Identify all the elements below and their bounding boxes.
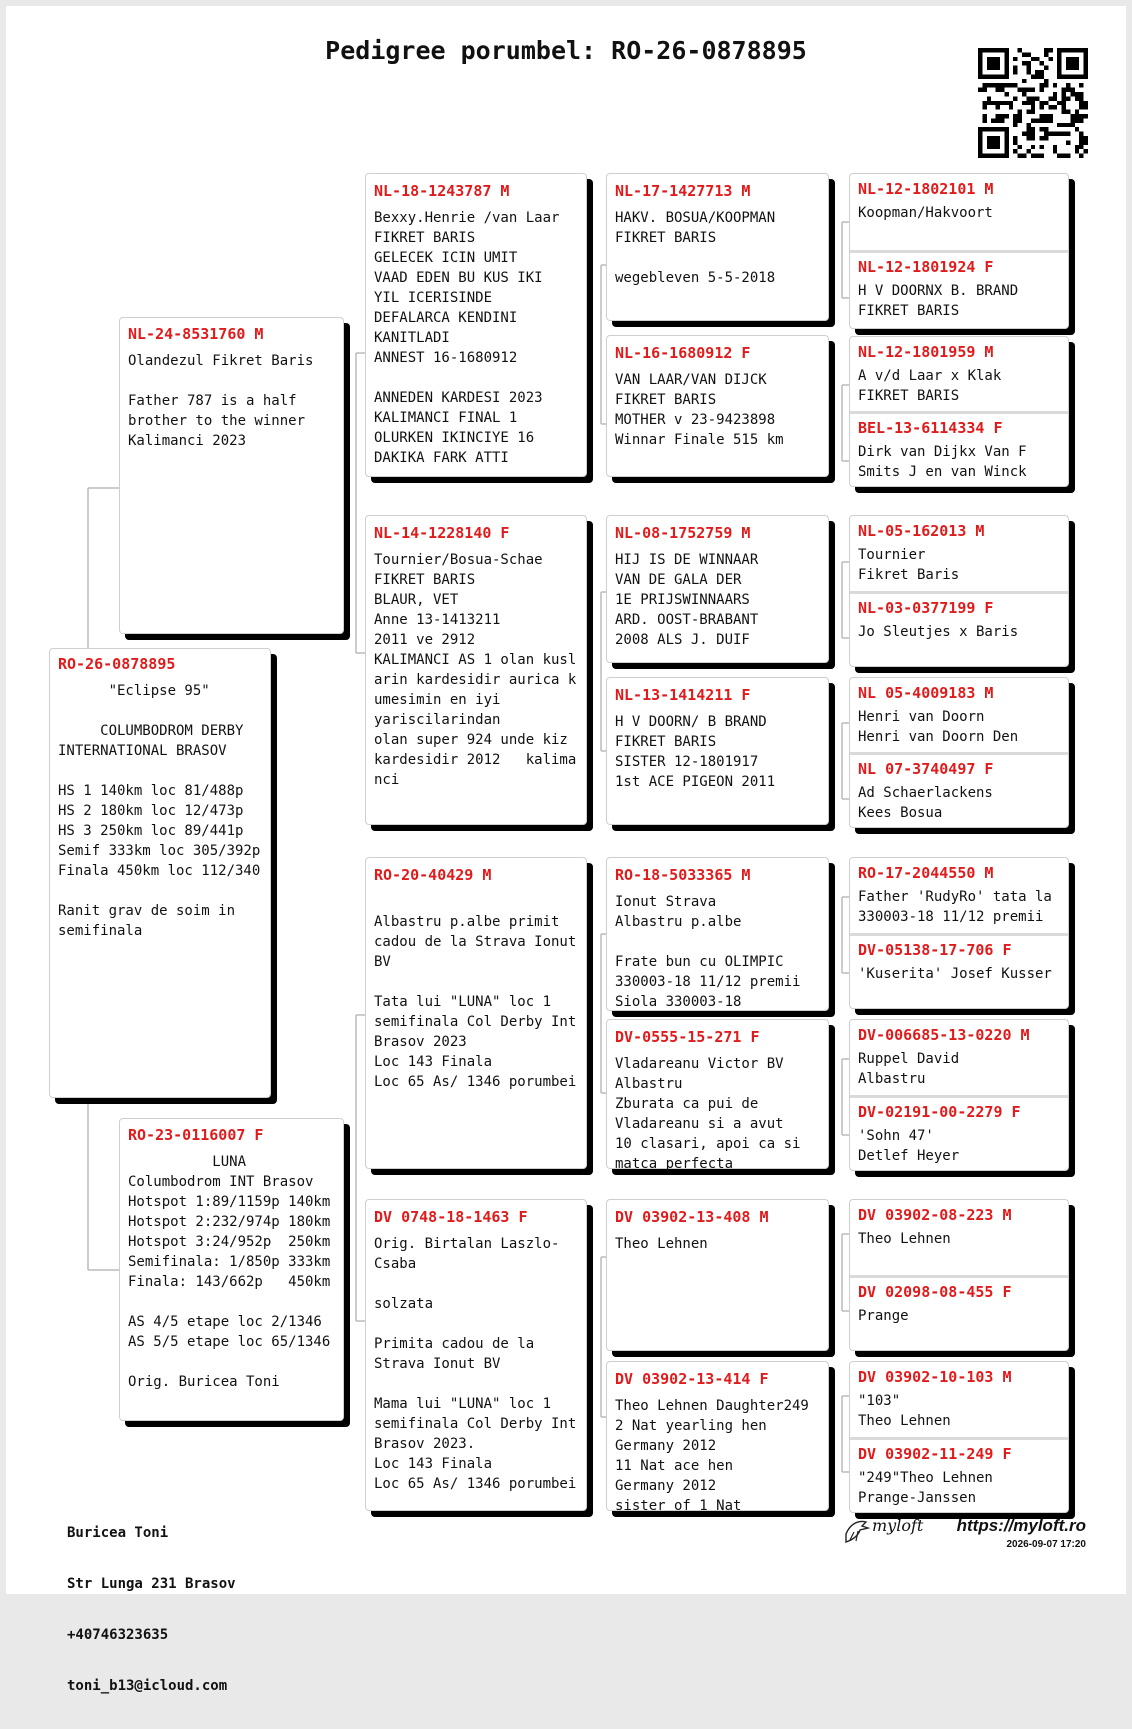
- great-grandparent-card[interactable]: [606, 335, 829, 477]
- gg-grandparents-pair-card[interactable]: [849, 1361, 1069, 1513]
- great-grandparent-notes: Vladareanu Victor BV Albastru Zburata ca pui de Vladareanu si a avut 10 clasari, apoi ca si matca perfecta: [615, 1056, 801, 1172]
- great-grandparent-ring: NL-16-1680912 F: [615, 344, 751, 362]
- great-grandparent-notes: Theo Lehnen: [615, 1236, 708, 1252]
- great-grandparent-ring: RO-18-5033365 M: [615, 866, 751, 884]
- father-notes: Olandezul Fikret Baris Father 787 is a half brother to the winner Kalimanci 2023: [128, 353, 314, 449]
- great-grandparent-ring: NL-08-1752759 M: [615, 524, 751, 542]
- ancestor-entry[interactable]: [850, 1020, 1068, 1095]
- subject-ring: RO-26-0878895: [58, 655, 176, 673]
- grandparent-ring: DV 0748-18-1463 F: [374, 1208, 528, 1226]
- ancestor-entry[interactable]: [850, 174, 1068, 250]
- gg-grandparents-pair-card[interactable]: [849, 173, 1069, 329]
- grandparent-card[interactable]: [365, 173, 587, 477]
- ancestor-entry[interactable]: [850, 678, 1068, 752]
- great-grandparent-ring: DV 03902-13-414 F: [615, 1370, 769, 1388]
- gg-grandparents-pair-card[interactable]: [849, 677, 1069, 828]
- ancestor-entry[interactable]: [850, 858, 1068, 933]
- great-grandparent-card[interactable]: [606, 1199, 829, 1351]
- ancestor-entry[interactable]: [850, 933, 1068, 1010]
- ancestor-ring: DV 03902-10-103 M: [858, 1368, 1012, 1386]
- subject-card[interactable]: [49, 648, 271, 1098]
- grandparent-ring: RO-20-40429 M: [374, 866, 492, 884]
- ancestor-notes: Jo Sleutjes x Baris: [858, 624, 1019, 640]
- ancestor-notes: Prange: [858, 1308, 909, 1324]
- ancestor-ring: DV 03902-11-249 F: [858, 1445, 1012, 1463]
- gg-grandparents-pair-card[interactable]: [849, 336, 1069, 487]
- father-ring: NL-24-8531760 M: [128, 325, 264, 343]
- grandparent-card[interactable]: [365, 1199, 587, 1511]
- website-link[interactable]: https://myloft.ro: [956, 1516, 1086, 1535]
- great-grandparent-notes: HIJ IS DE WINNAAR VAN DE GALA DER 1E PRIJSWINNAARS ARD. OOST-BRABANT 2008 ALS J. DUIF: [615, 552, 759, 648]
- mother-notes: LUNA Columbodrom INT Brasov Hotspot 1:89/1159p 140km Hotspot 2:232/974p 180km Hotspot 3:24/952p 250km Semifinala: 1/850p 333km Finala: 143/662p 450km AS 4/5 etape loc 2/1346 AS 5/5 etape loc 65/1346 Orig. Buricea Toni: [128, 1154, 331, 1390]
- gg-grandparents-pair-card[interactable]: [849, 1199, 1069, 1351]
- ancestor-ring: BEL-13-6114334 F: [858, 419, 1003, 437]
- ancestor-entry[interactable]: [850, 1437, 1068, 1514]
- great-grandparent-notes: Theo Lehnen Daughter249 2 Nat yearling hen Germany 2012 11 Nat ace hen Germany 2012 sister of 1 Nat: [615, 1398, 809, 1514]
- ancestor-entry[interactable]: [850, 1200, 1068, 1275]
- great-grandparent-notes: Ionut Strava Albastru p.albe Frate bun cu OLIMPIC 330003-18 11/12 premii Siola 330003-18: [615, 894, 801, 1010]
- pedigree-page: [6, 6, 1126, 1694]
- ancestor-entry[interactable]: [850, 250, 1068, 330]
- ancestor-ring: NL-12-1801959 M: [858, 343, 994, 361]
- ancestor-ring: DV-006685-13-0220 M: [858, 1026, 1030, 1044]
- ancestor-ring: NL-05-162013 M: [858, 522, 985, 540]
- ancestor-entry[interactable]: [850, 337, 1068, 411]
- ancestor-notes: Theo Lehnen: [858, 1231, 951, 1247]
- ancestor-entry[interactable]: [850, 591, 1068, 668]
- great-grandparent-notes: H V DOORN/ B BRAND FIKRET BARIS SISTER 12-1801917 1st ACE PIGEON 2011: [615, 714, 776, 790]
- ancestor-notes: Ad Schaerlackens Kees Bosua: [858, 785, 993, 821]
- mother-ring: RO-23-0116007 F: [128, 1126, 264, 1144]
- grandparent-notes: Bexxy.Henrie /van Laar FIKRET BARIS GELECEK ICIN UMIT VAAD EDEN BU KUS IKI YIL ICERISINDE DEFALARCA KENDINI KANITLADI ANNEST 16-1680912 ANNEDEN KARDESI 2023 KALIMANCI FINAL 1 OLURKEN IKINCIYE 16 DAKIKA FARK ATTI: [374, 210, 560, 466]
- ancestor-notes: H V DOORNX B. BRAND FIKRET BARIS: [858, 283, 1019, 319]
- great-grandparent-card[interactable]: [606, 1019, 829, 1172]
- ancestor-ring: NL 05-4009183 M: [858, 684, 994, 702]
- ancestor-ring: DV-02191-00-2279 F: [858, 1103, 1021, 1121]
- ancestor-entry[interactable]: [850, 752, 1068, 829]
- ancestor-entry[interactable]: [850, 1275, 1068, 1352]
- ancestor-notes: "103" Theo Lehnen: [858, 1393, 951, 1429]
- ancestor-ring: NL-12-1802101 M: [858, 180, 994, 198]
- owner-phone: +40746323635: [67, 1627, 169, 1643]
- ancestor-ring: NL-12-1801924 F: [858, 258, 994, 276]
- ancestor-ring: DV 03902-08-223 M: [858, 1206, 1012, 1224]
- ancestor-ring: DV 02098-08-455 F: [858, 1283, 1012, 1301]
- ancestor-notes: Henri van Doorn Henri van Doorn Den: [858, 709, 1019, 745]
- grandparent-card[interactable]: [365, 857, 587, 1169]
- ancestor-notes: Tournier Fikret Baris: [858, 547, 960, 583]
- great-grandparent-ring: DV 03902-13-408 M: [615, 1208, 769, 1226]
- owner-address: Str Lunga 231 Brasov: [67, 1576, 236, 1592]
- great-grandparent-ring: NL-17-1427713 M: [615, 182, 751, 200]
- great-grandparent-card[interactable]: [606, 857, 829, 1011]
- great-grandparent-card[interactable]: [606, 173, 829, 321]
- grandparent-ring: NL-18-1243787 M: [374, 182, 510, 200]
- great-grandparent-card[interactable]: [606, 677, 829, 825]
- generated-datetime: 2026-09-07 17:20: [1006, 1539, 1086, 1550]
- ancestor-ring: DV-05138-17-706 F: [858, 941, 1012, 959]
- ancestor-notes: Ruppel David Albastru: [858, 1051, 960, 1087]
- page-title: Pedigree porumbel: RO-26-0878895: [325, 36, 807, 65]
- father-card[interactable]: [119, 317, 344, 634]
- owner-contact: [67, 1491, 236, 1729]
- grandparent-notes: Tournier/Bosua-Schae FIKRET BARIS BLAUR, VET Anne 13-1413211 2011 ve 2912 KALIMANCI AS 1 olan kusl arin kardesidir aurica k umesimin en iyi yariscilarindan olan super 924 unde kiz kardesidir 2012 kalima nci: [374, 552, 577, 788]
- ancestor-entry[interactable]: [850, 1095, 1068, 1172]
- ancestor-ring: NL-03-0377199 F: [858, 599, 994, 617]
- owner-email: toni_b13@icloud.com: [67, 1678, 228, 1694]
- grandparent-notes: Albastru p.albe primit cadou de la Strava Ionut BV Tata lui "LUNA" loc 1 semifinala Col Derby Int Brasov 2023 Loc 143 Finala Loc 65 As/ 1346 porumbei: [374, 914, 577, 1090]
- ancestor-notes: 'Sohn 47' Detlef Heyer: [858, 1128, 960, 1164]
- great-grandparent-ring: DV-0555-15-271 F: [615, 1028, 760, 1046]
- ancestor-notes: "249"Theo Lehnen Prange-Janssen: [858, 1470, 993, 1506]
- ancestor-notes: Koopman/Hakvoort: [858, 205, 993, 221]
- gg-grandparents-pair-card[interactable]: [849, 857, 1069, 1009]
- ancestor-ring: RO-17-2044550 M: [858, 864, 994, 882]
- grandparent-ring: NL-14-1228140 F: [374, 524, 510, 542]
- mother-card[interactable]: [119, 1118, 344, 1421]
- myloft-logo-text: myloft: [872, 1516, 924, 1535]
- ancestor-notes: 'Kuserita' Josef Kusser: [858, 966, 1052, 982]
- ancestor-entry[interactable]: [850, 516, 1068, 591]
- gg-grandparents-pair-card[interactable]: [849, 1019, 1069, 1171]
- owner-name: Buricea Toni: [67, 1525, 169, 1541]
- ancestor-entry[interactable]: [850, 1362, 1068, 1437]
- grandparent-card[interactable]: [365, 515, 587, 825]
- ancestor-notes: Father 'RudyRo' tata la 330003-18 11/12 premii: [858, 889, 1052, 925]
- great-grandparent-ring: NL-13-1414211 F: [615, 686, 751, 704]
- grandparent-notes: Orig. Birtalan Laszlo- Csaba solzata Primita cadou de la Strava Ionut BV Mama lui "LUNA" loc 1 semifinala Col Derby Int Brasov 2023. Loc 143 Finala Loc 65 As/ 1346 porumbei: [374, 1236, 577, 1492]
- great-grandparent-card[interactable]: [606, 515, 829, 663]
- ancestor-notes: Dirk van Dijkx Van F Smits J en van Winck: [858, 444, 1027, 480]
- subject-notes: "Eclipse 95" COLUMBODROM DERBY INTERNATIONAL BRASOV HS 1 140km loc 81/488p HS 2 180km loc 12/473p HS 3 250km loc 89/441p Semif 333km loc 305/392p Finala 450km loc 112/340 Ranit grav de soim in semifinala: [58, 683, 261, 939]
- ancestor-entry[interactable]: [850, 411, 1068, 488]
- gg-grandparents-pair-card[interactable]: [849, 515, 1069, 667]
- great-grandparent-card[interactable]: [606, 1361, 829, 1514]
- great-grandparent-notes: VAN LAAR/VAN DIJCK FIKRET BARIS MOTHER v 23-9423898 Winnar Finale 515 km: [615, 372, 784, 448]
- ancestor-ring: NL 07-3740497 F: [858, 760, 994, 778]
- great-grandparent-notes: HAKV. BOSUA/KOOPMAN FIKRET BARIS wegebleven 5-5-2018: [615, 210, 776, 286]
- ancestor-notes: A v/d Laar x Klak FIKRET BARIS: [858, 368, 1002, 404]
